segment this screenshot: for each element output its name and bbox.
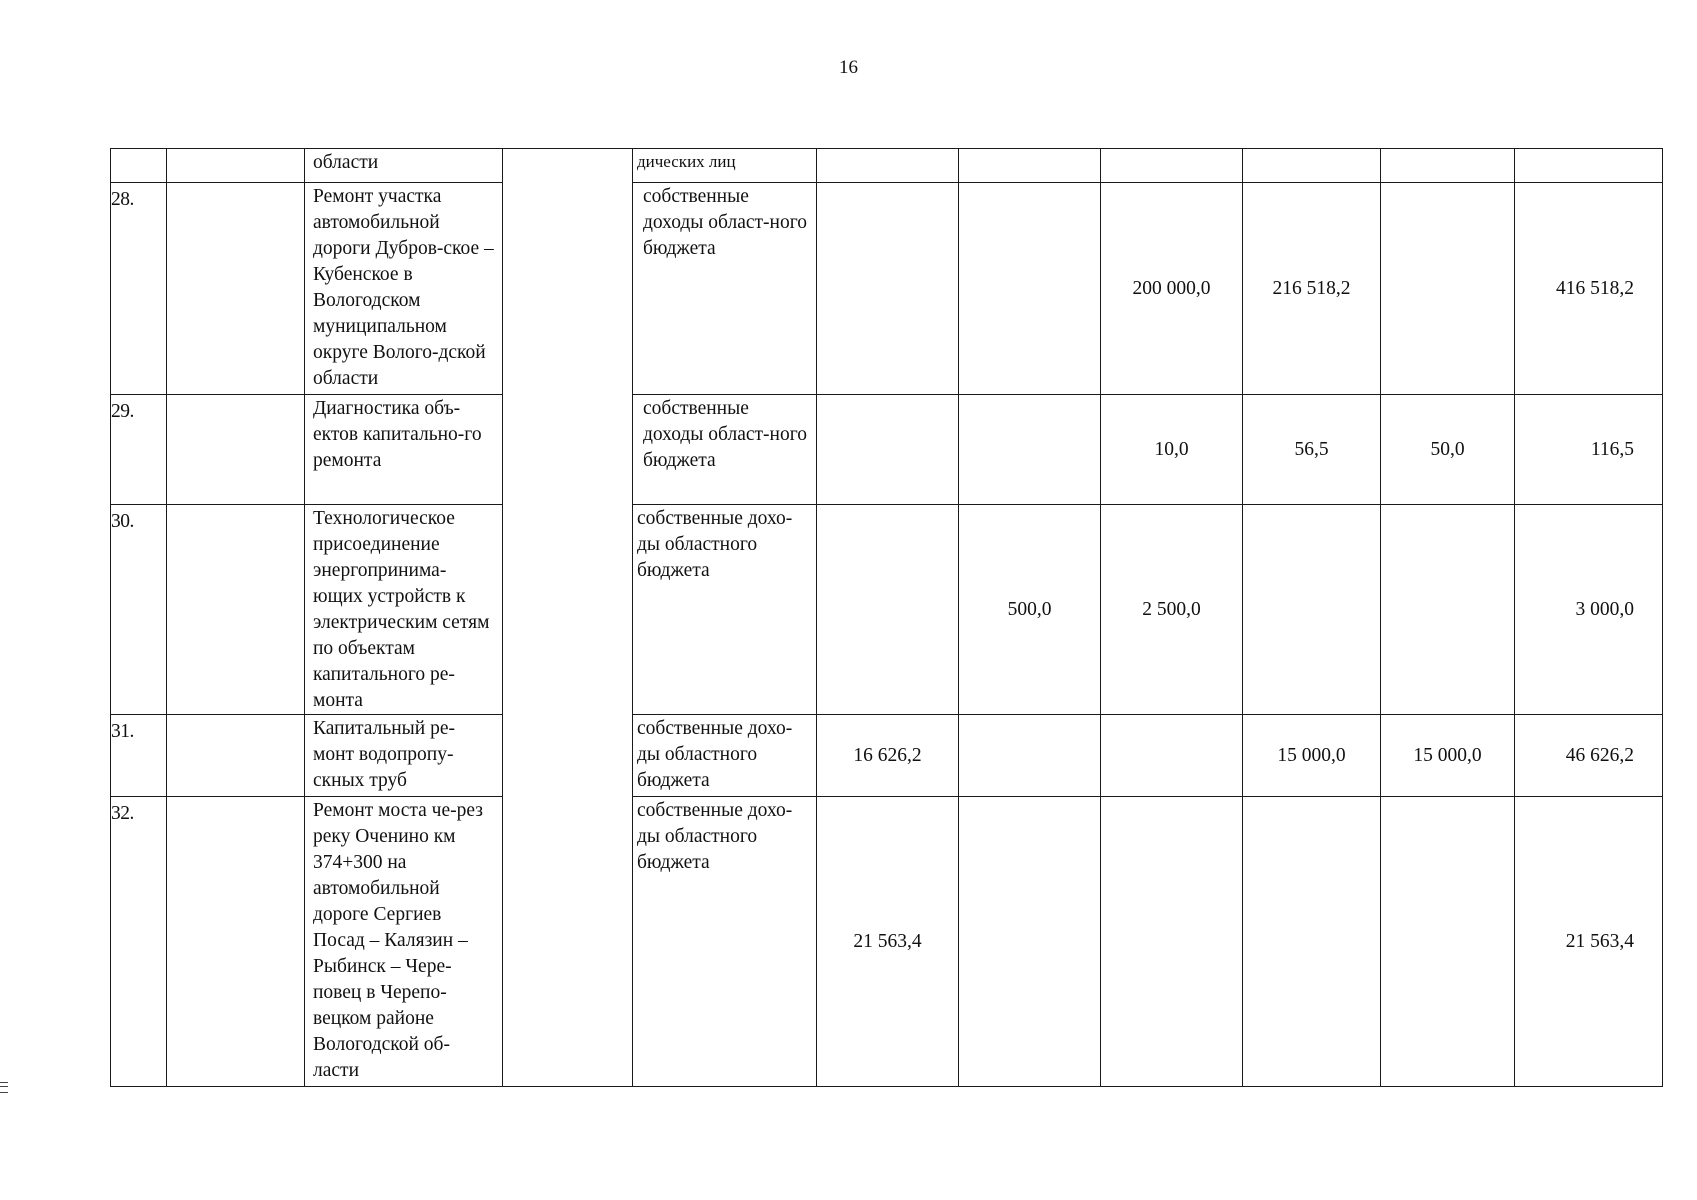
funding-source-cell: дических лиц [633, 149, 817, 183]
table-row [111, 797, 1663, 1087]
value-cell: 21 563,4 [817, 797, 959, 1087]
value-cell [1243, 149, 1381, 183]
funding-source-cell: собственные дохо-ды областного бюджета [633, 715, 817, 797]
event-name-cell: Ремонт моста че-рез реку Оченино км 374+300 на автомобильной дороге Сергиев Посад – Калязин – Рыбинск – Чере-повец в Черепо-вецком районе Вологодской об-ласти [305, 797, 503, 1087]
funding-source-cell: собственные дохо-ды областного бюджета [633, 797, 817, 1087]
value-cell [1101, 149, 1243, 183]
value-cell [959, 183, 1101, 395]
value-cell [1243, 505, 1381, 715]
row-number-cell: 28. [111, 183, 167, 395]
funding-source-cell: собственные дохо-ды областного бюджета [633, 505, 817, 715]
value-cell [1101, 715, 1243, 797]
value-cell [959, 395, 1101, 505]
row-number-cell: 30. [111, 505, 167, 715]
value-cell [1515, 149, 1663, 183]
binding-mark [0, 1082, 8, 1093]
code-cell [167, 183, 305, 395]
funding-source-cell: собственные доходы област-ного бюджета [633, 395, 817, 505]
code-cell [167, 797, 305, 1087]
funding-source-cell: собственные доходы област-ного бюджета [633, 183, 817, 395]
table-row [111, 183, 1663, 395]
value-cell: 200 000,0 [1101, 183, 1243, 395]
value-cell: 15 000,0 [1243, 715, 1381, 797]
value-cell [1101, 797, 1243, 1087]
value-cell: 56,5 [1243, 395, 1381, 505]
value-cell: 2 500,0 [1101, 505, 1243, 715]
value-cell [817, 183, 959, 395]
value-cell [1381, 149, 1515, 183]
event-name-cell: Диагностика объ-ектов капитально-го ремонта [305, 395, 503, 505]
value-cell [817, 149, 959, 183]
table-row-continuation [111, 149, 1663, 183]
code-cell [167, 149, 305, 183]
event-name-cell: Капитальный ре-монт водопропу-скных труб [305, 715, 503, 797]
code-cell [167, 715, 305, 797]
total-value-cell: 116,5 [1515, 395, 1663, 505]
total-value-cell: 21 563,4 [1515, 797, 1663, 1087]
table-row [111, 395, 1663, 505]
value-cell [817, 505, 959, 715]
page-number: 16 [839, 57, 858, 78]
row-number-cell: 32. [111, 797, 167, 1087]
total-value-cell: 46 626,2 [1515, 715, 1663, 797]
value-cell: 50,0 [1381, 395, 1515, 505]
row-number-cell: 31. [111, 715, 167, 797]
value-cell [959, 149, 1101, 183]
value-cell [1243, 797, 1381, 1087]
event-name-cell: области [305, 149, 503, 183]
event-name-cell: Ремонт участка автомобильной дороги Дубров-ское – Кубенское в Вологодском муниципальном округе Волого-дской области [305, 183, 503, 395]
table-row [111, 505, 1663, 715]
table-row [111, 715, 1663, 797]
value-cell [1381, 505, 1515, 715]
value-cell: 16 626,2 [817, 715, 959, 797]
event-name-cell: Технологическое присоединение энергопринима-ющих устройств к электрическим сетям по объектам капитального ре-монта [305, 505, 503, 715]
row-number-cell [111, 149, 167, 183]
value-cell: 216 518,2 [1243, 183, 1381, 395]
value-cell: 15 000,0 [1381, 715, 1515, 797]
value-cell [959, 715, 1101, 797]
total-value-cell: 416 518,2 [1515, 183, 1663, 395]
code-cell [167, 395, 305, 505]
row-number-cell: 29. [111, 395, 167, 505]
budget-table [110, 148, 1663, 1087]
value-cell [959, 797, 1101, 1087]
value-cell [817, 395, 959, 505]
value-cell [1381, 797, 1515, 1087]
value-cell: 500,0 [959, 505, 1101, 715]
value-cell: 10,0 [1101, 395, 1243, 505]
value-cell [1381, 183, 1515, 395]
total-value-cell: 3 000,0 [1515, 505, 1663, 715]
code-cell [167, 505, 305, 715]
responsible-cell [503, 149, 633, 1087]
